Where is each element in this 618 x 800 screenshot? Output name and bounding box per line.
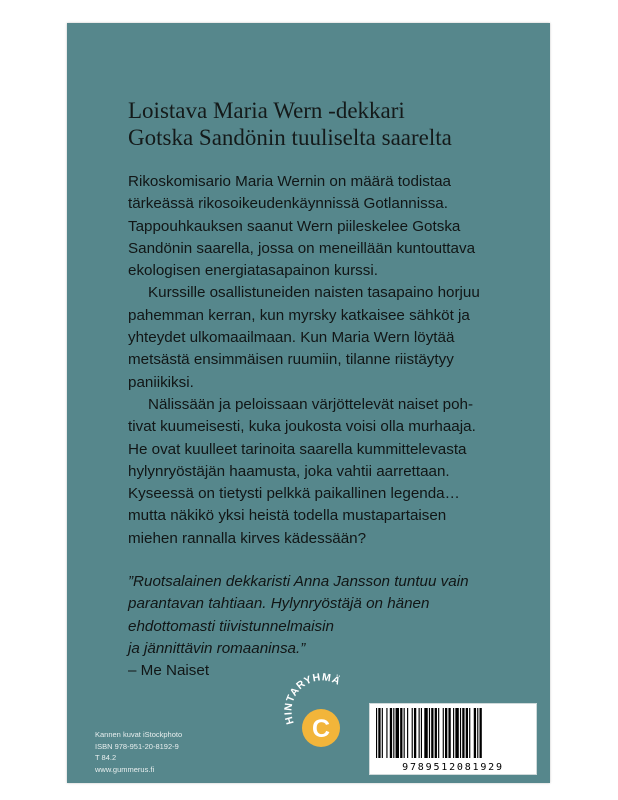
text-line: Nälissään ja peloissaan värjöttelevät naiset poh- [148, 395, 474, 413]
text-line: pahemman kerran, kun myrsky katkaisee sähköt ja [128, 306, 470, 324]
paragraph-3 [128, 394, 538, 550]
barcode-icon [374, 708, 530, 758]
text-line: Rikoskomisario Maria Wernin on määrä todistaa [128, 173, 452, 190]
credit-line: Kannen kuvat iStockphoto [95, 730, 183, 739]
text-line: Kyseessä on tietysti pelkkä paikallinen legenda… [128, 485, 460, 503]
quote-line: ehdottomasti tiivistunnelmaisin [128, 617, 334, 635]
quote-line: ja jännittävin romaaninsa.” [128, 639, 306, 657]
barcode-number: 9789512081929 [402, 762, 504, 773]
quote-line: parantavan tahtiaan. Hylynryöstäjä on hänen [128, 595, 430, 613]
credit-line: T 84.2 [95, 753, 117, 762]
quote-line: ”Ruotsalainen dekkaristi Anna Jansson tuntuu vain [128, 573, 469, 590]
price-group-label: HINTARYHMÄ [282, 671, 343, 726]
text-line: Sandönin saarella, jossa on meneillään kuntouttava [128, 239, 476, 257]
text-line: hylynryöstäjän haamusta, joka vahtii aarrettaan. [128, 462, 450, 480]
headline [128, 97, 528, 151]
isbn-barcode [369, 703, 537, 775]
text-line: paniikiksi. [128, 373, 194, 391]
text-line: tivat kuumeisesti, kuka joukosta voisi olla murhaaja. [128, 418, 476, 436]
headline-line-1: Loistava Maria Wern -dekkari [128, 98, 405, 123]
text-line: mutta näkikö yksi heistä todella mustapartaisen [128, 507, 447, 525]
text-line: miehen rannalla kirves kädessään? [128, 529, 367, 547]
paragraph-1 [128, 171, 538, 282]
text-line: Kurssille osallistuneiden naisten tasapaino horjuu [148, 284, 480, 302]
price-group-letter: C [311, 715, 331, 743]
book-back-cover [67, 23, 550, 783]
blurb-text [128, 171, 538, 550]
quote-source: – Me Naiset [128, 662, 210, 680]
price-group-icon [274, 655, 366, 755]
publisher-credits [95, 729, 255, 775]
credit-line: www.gummerus.fi [95, 764, 155, 774]
credit-line: ISBN 978-951-20-8192-9 [95, 741, 179, 751]
text-line: He ovat kuulleet tarinoita saarella kummittelevasta [128, 440, 467, 458]
paragraph-2 [128, 282, 538, 393]
price-group-badge [274, 655, 366, 755]
headline-line-2: Gotska Sandönin tuuliselta saarelta [128, 125, 452, 150]
text-line: ekologisen energiatasapainon kurssi. [128, 262, 378, 280]
text-line: metsästä ensimmäisen ruumiin, tilanne riistäytyy [128, 351, 454, 369]
text-line: yhteydet ulkomaailmaan. Kun Maria Wern löytää [128, 329, 455, 347]
text-line: Tappouhkauksen saanut Wern piileskelee Gotska [128, 217, 461, 235]
text-line: tärkeässä rikosoikeudenkäynnissä Gotlannissa. [128, 195, 448, 213]
